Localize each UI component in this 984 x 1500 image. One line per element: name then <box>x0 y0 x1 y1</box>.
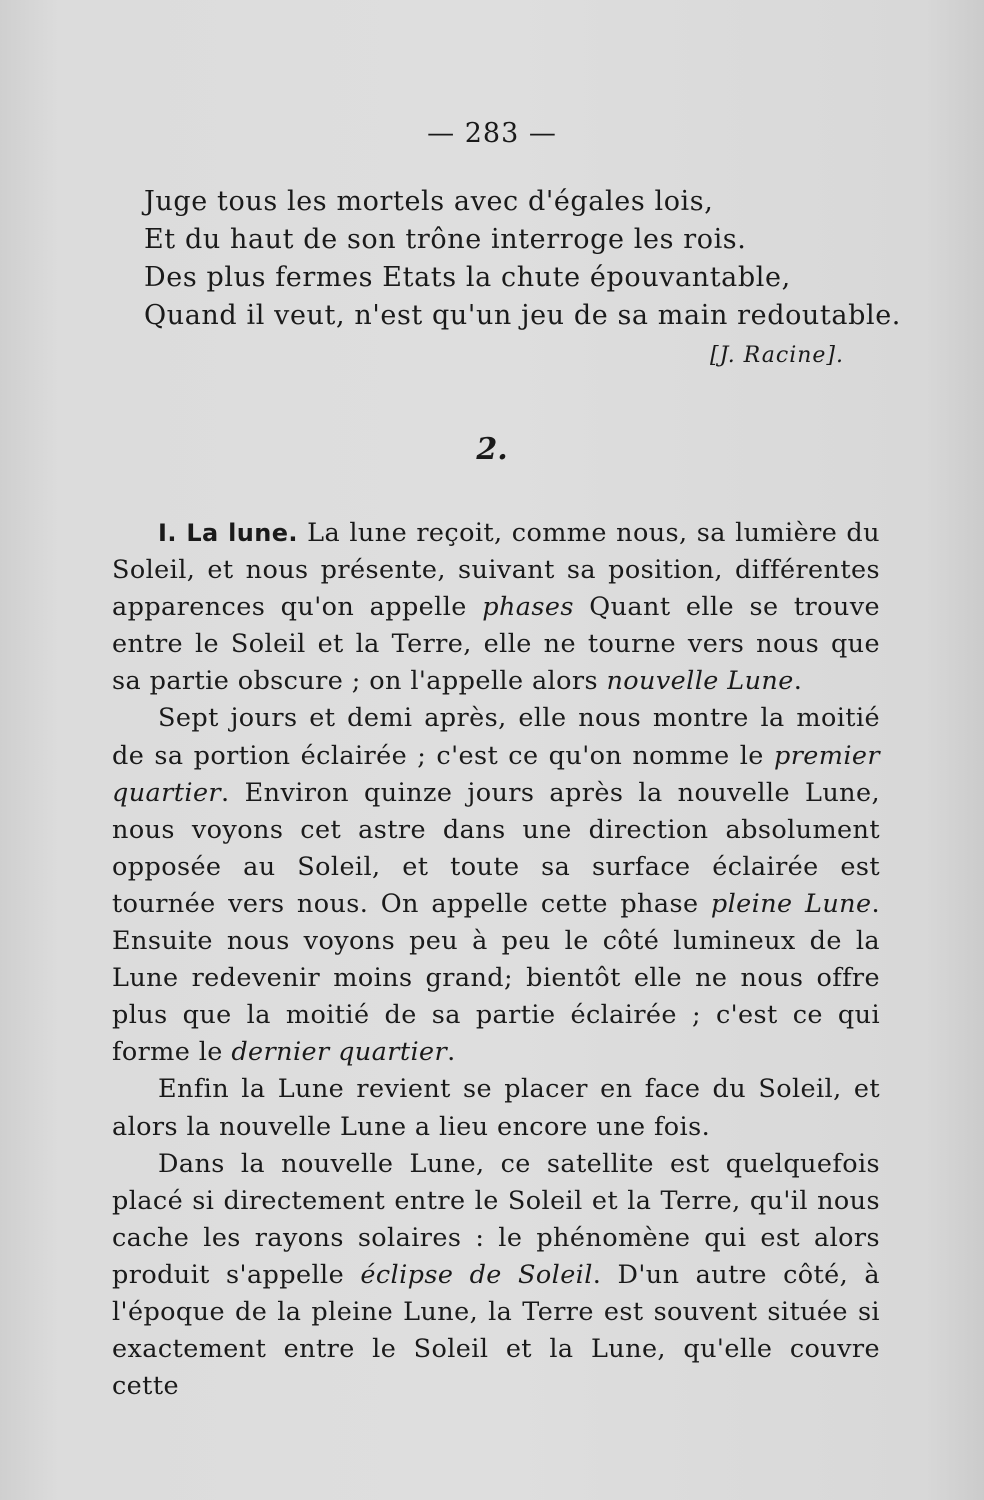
italic-term: pleine Lune <box>710 888 872 919</box>
body-text <box>112 515 880 1405</box>
poem-line: Quand il veut, n'est qu'un jeu de sa main redoutable. <box>144 300 901 331</box>
text-run: Enfin la Lune revient se placer en face du Soleil, et alors la nouvelle Lune a lieu encore une fois. <box>112 1074 880 1142</box>
paragraph-3 <box>112 1071 880 1145</box>
poem-block <box>144 183 901 335</box>
poem-attribution: [J. Racine]. <box>710 343 844 368</box>
poem-line: Et du haut de son trône interroge les rois. <box>144 224 747 255</box>
italic-term: phases <box>482 592 574 623</box>
text-run: . <box>447 1037 456 1068</box>
section-heading: I. La lune. <box>158 519 298 547</box>
italic-term: dernier quartier <box>231 1037 448 1068</box>
section-number: 2. <box>476 432 508 467</box>
paragraph-4 <box>112 1146 880 1406</box>
text-run: Dans la nouvelle Lune, ce satellite est quelquefois placé si directement entre le Soleil et la Terre, qu'il nous cache les rayons solaires : le phénomène qui est alors produit s'appelle <box>112 1148 880 1290</box>
page-number: — 283 — <box>427 118 557 149</box>
text-run: . Ensuite nous voyons peu à peu le côté lumineux de la Lune redevenir moins grand; bientôt elle ne nous offre plus que la moitié de sa partie éclairée ; c'est ce qui forme le <box>112 888 880 1068</box>
text-run: La lune reçoit, comme nous, sa lumière du Soleil, et nous présente, suivant sa position, différentes apparences qu'on appelle <box>112 518 880 623</box>
italic-term: nouvelle Lune <box>606 666 794 697</box>
text-run: . Environ quinze jours après la nouvelle Lune, nous voyons cet astre dans une direction absolument opposée au Soleil, et toute sa surface éclairée est tournée vers nous. On appelle cette phase <box>112 777 880 919</box>
text-run: Sept jours et demi après, elle nous montre la moitié de sa portion éclairée ; c'est ce qu'on nomme le <box>112 703 880 771</box>
italic-term: premier quartier <box>112 740 880 808</box>
poem-line: Des plus fermes Etats la chute épouvantable, <box>144 262 791 293</box>
paragraph-1 <box>112 515 880 700</box>
text-run: . <box>793 666 803 697</box>
poem-line: Juge tous les mortels avec d'égales lois, <box>144 186 714 217</box>
paragraph-2 <box>112 700 880 1071</box>
text-run: . D'un autre côté, à l'époque de la pleine Lune, la Terre est souvent située si exactement entre le Soleil et la Lune, qu'elle couvre cette <box>112 1259 880 1402</box>
text-run: Quant elle se trouve entre le Soleil et la Terre, elle ne tourne vers nous que sa partie obscure ; on l'appelle alors <box>112 592 880 697</box>
italic-term: éclipse de Soleil <box>360 1259 593 1290</box>
